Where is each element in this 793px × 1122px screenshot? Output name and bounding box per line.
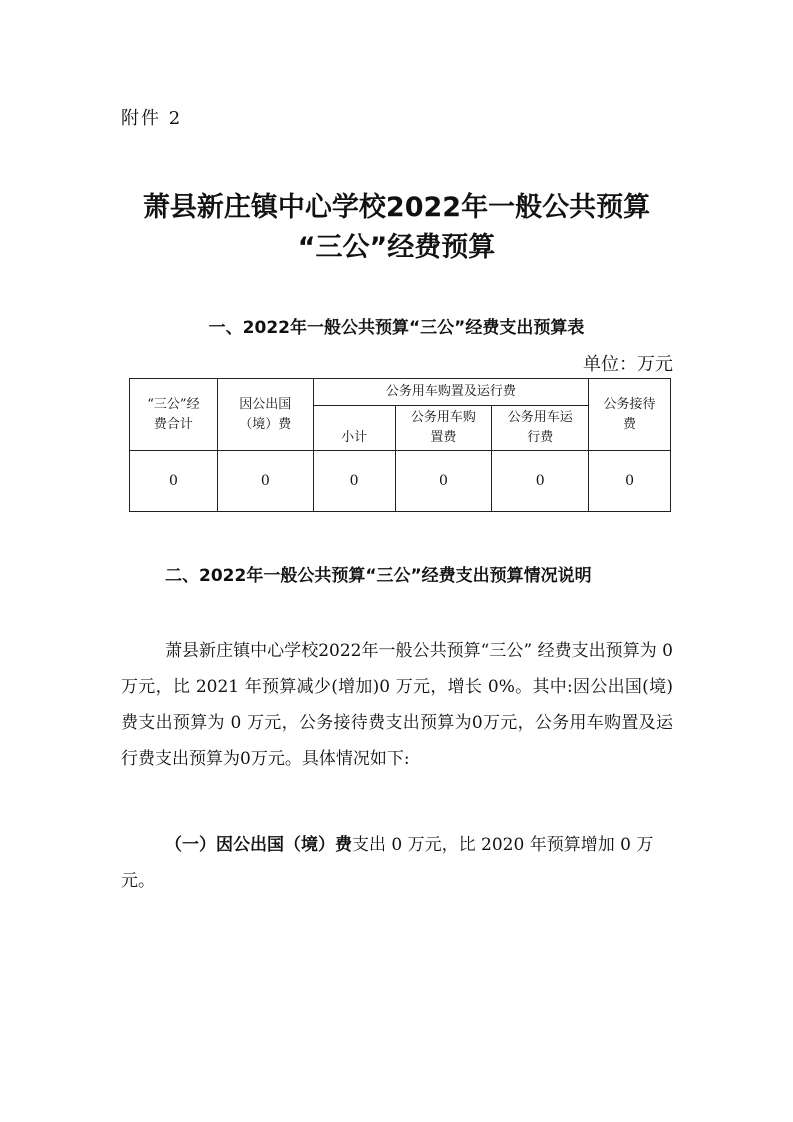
item-1-heading: （一）因公出国（境）费 — [165, 835, 352, 855]
value-subtotal: 0 — [313, 451, 395, 512]
header-reception-line1: 公务接待 — [603, 396, 656, 412]
header-abroad-line2: （境）费 — [239, 416, 292, 432]
header-total-line2: 费合计 — [153, 416, 193, 432]
budget-table — [129, 378, 671, 512]
header-subtotal: 小计 — [313, 406, 395, 451]
value-purchase: 0 — [395, 451, 492, 512]
attachment-label: 附件 2 — [121, 108, 183, 129]
value-operation: 0 — [492, 451, 589, 512]
header-purchase — [395, 406, 492, 451]
header-purchase-line1: 公务用车购 — [410, 410, 476, 425]
header-abroad — [217, 379, 313, 451]
header-total-line1: “三公”经 — [147, 396, 200, 412]
header-operation-line2: 行费 — [527, 430, 554, 445]
document-title-line-1: 萧县新庄镇中心学校2022年一般公共预算 — [142, 192, 651, 223]
header-purchase-line2: 置费 — [430, 430, 457, 445]
table-row — [130, 451, 671, 512]
header-reception-line2: 费 — [623, 416, 637, 432]
item-1-paragraph — [121, 827, 673, 899]
header-operation-line1: 公务用车运 — [507, 410, 573, 425]
section-1-heading: 一、2022年一般公共预算“三公”经费支出预算表 — [208, 318, 585, 338]
header-abroad-line1: 因公出国 — [239, 396, 292, 412]
value-abroad: 0 — [217, 451, 313, 512]
item-1-text: 支出 0 万元，比 2020 年预算增加 0 万元。 — [121, 835, 654, 891]
header-reception — [589, 379, 671, 451]
section-2-heading: 二、2022年一般公共预算“三公”经费支出预算情况说明 — [165, 566, 592, 586]
header-operation — [492, 406, 589, 451]
header-total — [130, 379, 218, 451]
header-vehicle-group: 公务用车购置及运行费 — [313, 379, 588, 406]
table-header-row-1 — [130, 379, 671, 406]
value-total: 0 — [130, 451, 218, 512]
unit-label: 单位：万元 — [583, 354, 673, 375]
value-reception: 0 — [589, 451, 671, 512]
document-title-line-2: “三公”经费预算 — [297, 232, 496, 263]
explanation-paragraph: 萧县新庄镇中心学校2022年一般公共预算“三公” 经费支出预算为 0 万元，比 2021 年预算减少(增加)0 万元，增长 0%。其中:因公出国(境)费支出预算为 0 万元，公务接待费支出预算为0万元，公务用车购置及运行费支出预算为0万元。具体情况如下: — [121, 641, 673, 769]
